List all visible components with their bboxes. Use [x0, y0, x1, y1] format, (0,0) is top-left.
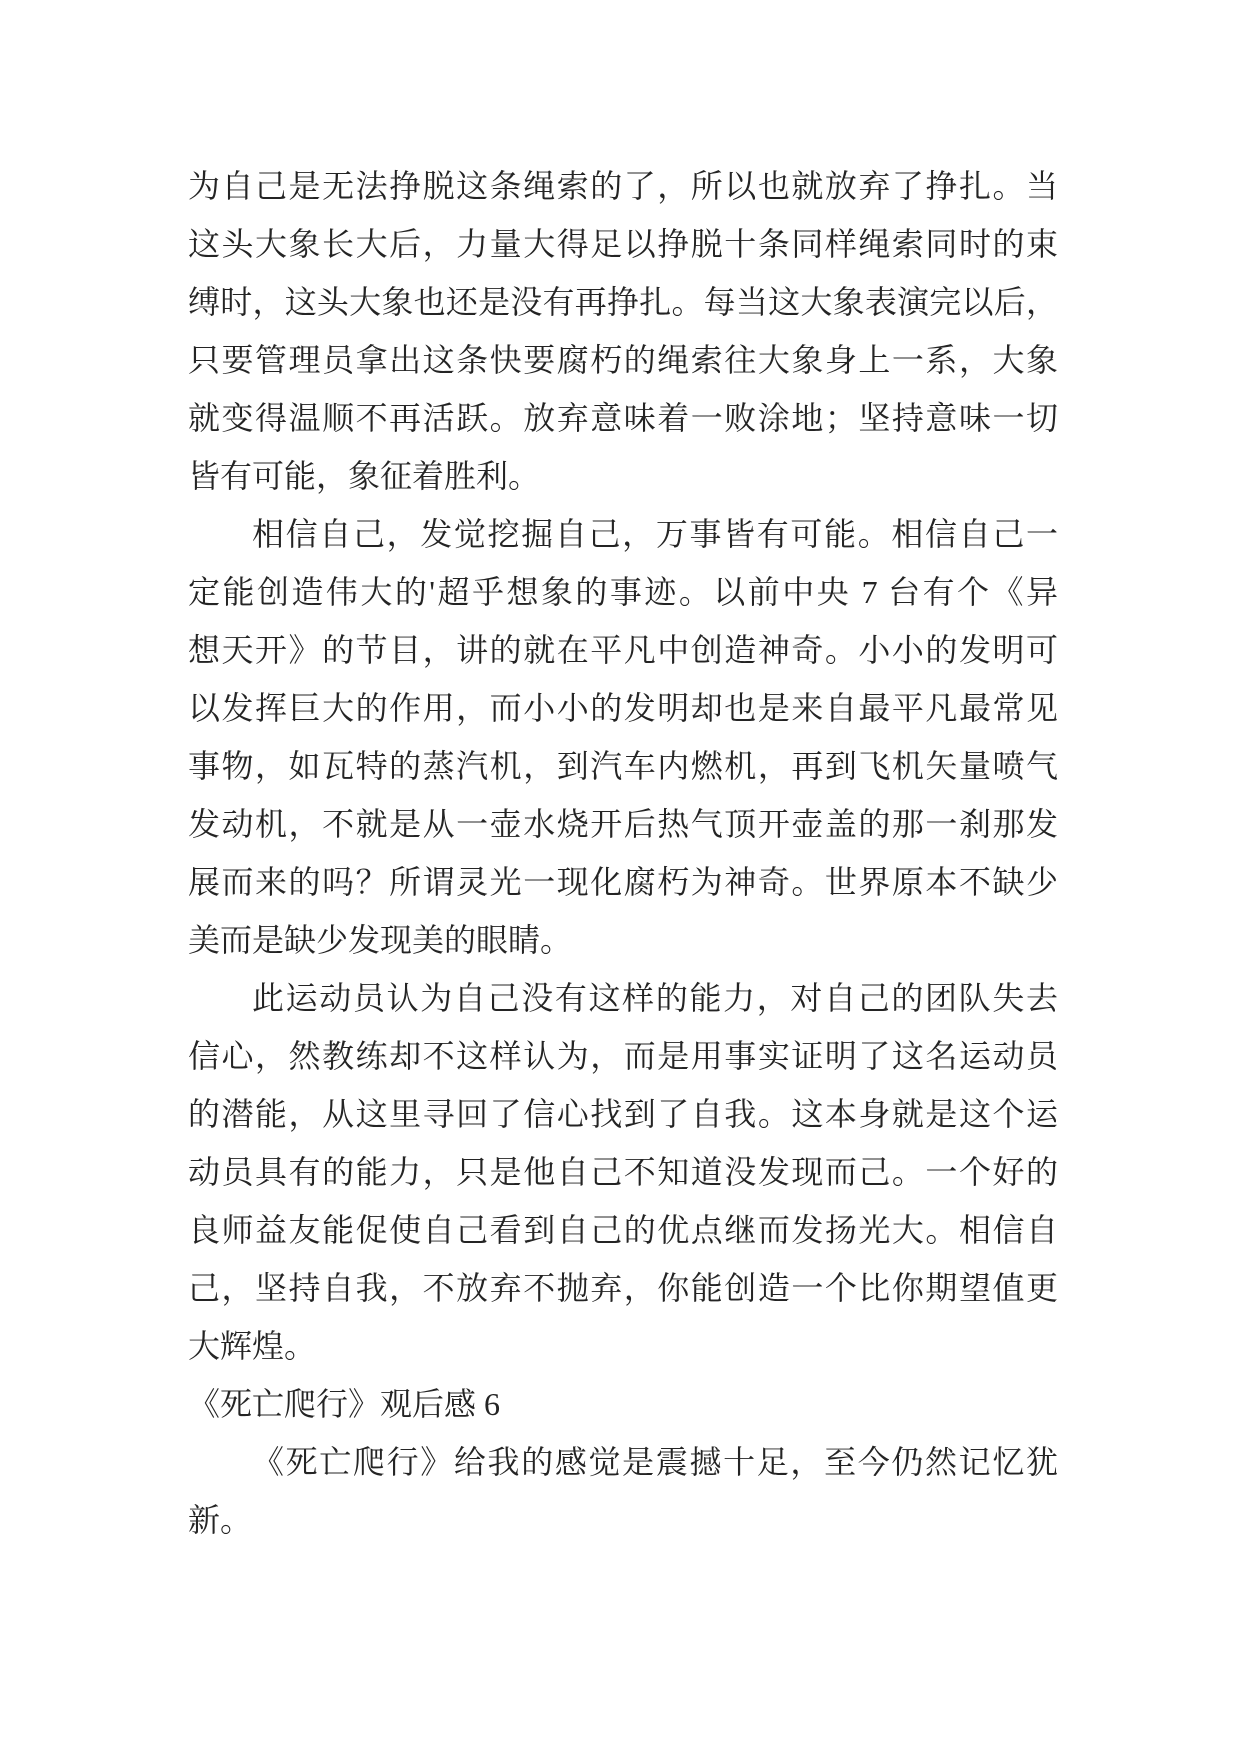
text-line: 定能创造伟大的'超乎想象的事迹。以前中央 7 台有个《异 [188, 574, 1058, 610]
text-line: 新。 [188, 1502, 253, 1538]
text-line: 此运动员认为自己没有这样的能力，对自己的团队失去 [252, 980, 1058, 1016]
text-line: 缚时，这头大象也还是没有再挣扎。每当这大象表演完以后， [188, 284, 1058, 320]
text-line: 只要管理员拿出这条快要腐朽的绳索往大象身上一系，大象 [188, 342, 1058, 378]
text-line: 这头大象长大后，力量大得足以挣脱十条同样绳索同时的束 [188, 226, 1058, 262]
text-line: 的潜能，从这里寻回了信心找到了自我。这本身就是这个运 [188, 1096, 1058, 1132]
text-line: 事物，如瓦特的蒸汽机，到汽车内燃机，再到飞机矢量喷气 [188, 748, 1058, 784]
text-line: 发动机，不就是从一壶水烧开后热气顶开壶盖的那一刹那发 [188, 806, 1058, 842]
text-line: 己，坚持自我，不放弃不抛弃，你能创造一个比你期望值更 [188, 1270, 1058, 1306]
text-line: 《死亡爬行》观后感 6 [188, 1386, 501, 1422]
text-line: 皆有可能，象征着胜利。 [188, 458, 541, 494]
text-line: 就变得温顺不再活跃。放弃意味着一败涂地；坚持意味一切 [188, 400, 1058, 436]
text-line: 为自己是无法挣脱这条绳索的了，所以也就放弃了挣扎。当 [188, 168, 1058, 204]
text-line: 美而是缺少发现美的眼睛。 [188, 922, 573, 958]
text-line: 相信自己，发觉挖掘自己，万事皆有可能。相信自己一 [252, 516, 1058, 552]
text-line: 信心，然教练却不这样认为，而是用事实证明了这名运动员 [188, 1038, 1058, 1074]
text-line: 《死亡爬行》给我的感觉是震撼十足，至今仍然记忆犹 [252, 1444, 1058, 1480]
text-line: 动员具有的能力，只是他自己不知道没发现而己。一个好的 [188, 1154, 1058, 1190]
document-text-block [188, 157, 1058, 1549]
text-line: 展而来的吗？所谓灵光一现化腐朽为神奇。世界原本不缺少 [188, 864, 1058, 900]
text-line: 想天开》的节目，讲的就在平凡中创造神奇。小小的发明可 [188, 632, 1058, 668]
text-line: 良师益友能促使自己看到自己的优点继而发扬光大。相信自 [188, 1212, 1058, 1248]
text-line: 以发挥巨大的作用，而小小的发明却也是来自最平凡最常见 [188, 690, 1058, 726]
text-line: 大辉煌。 [188, 1328, 317, 1364]
